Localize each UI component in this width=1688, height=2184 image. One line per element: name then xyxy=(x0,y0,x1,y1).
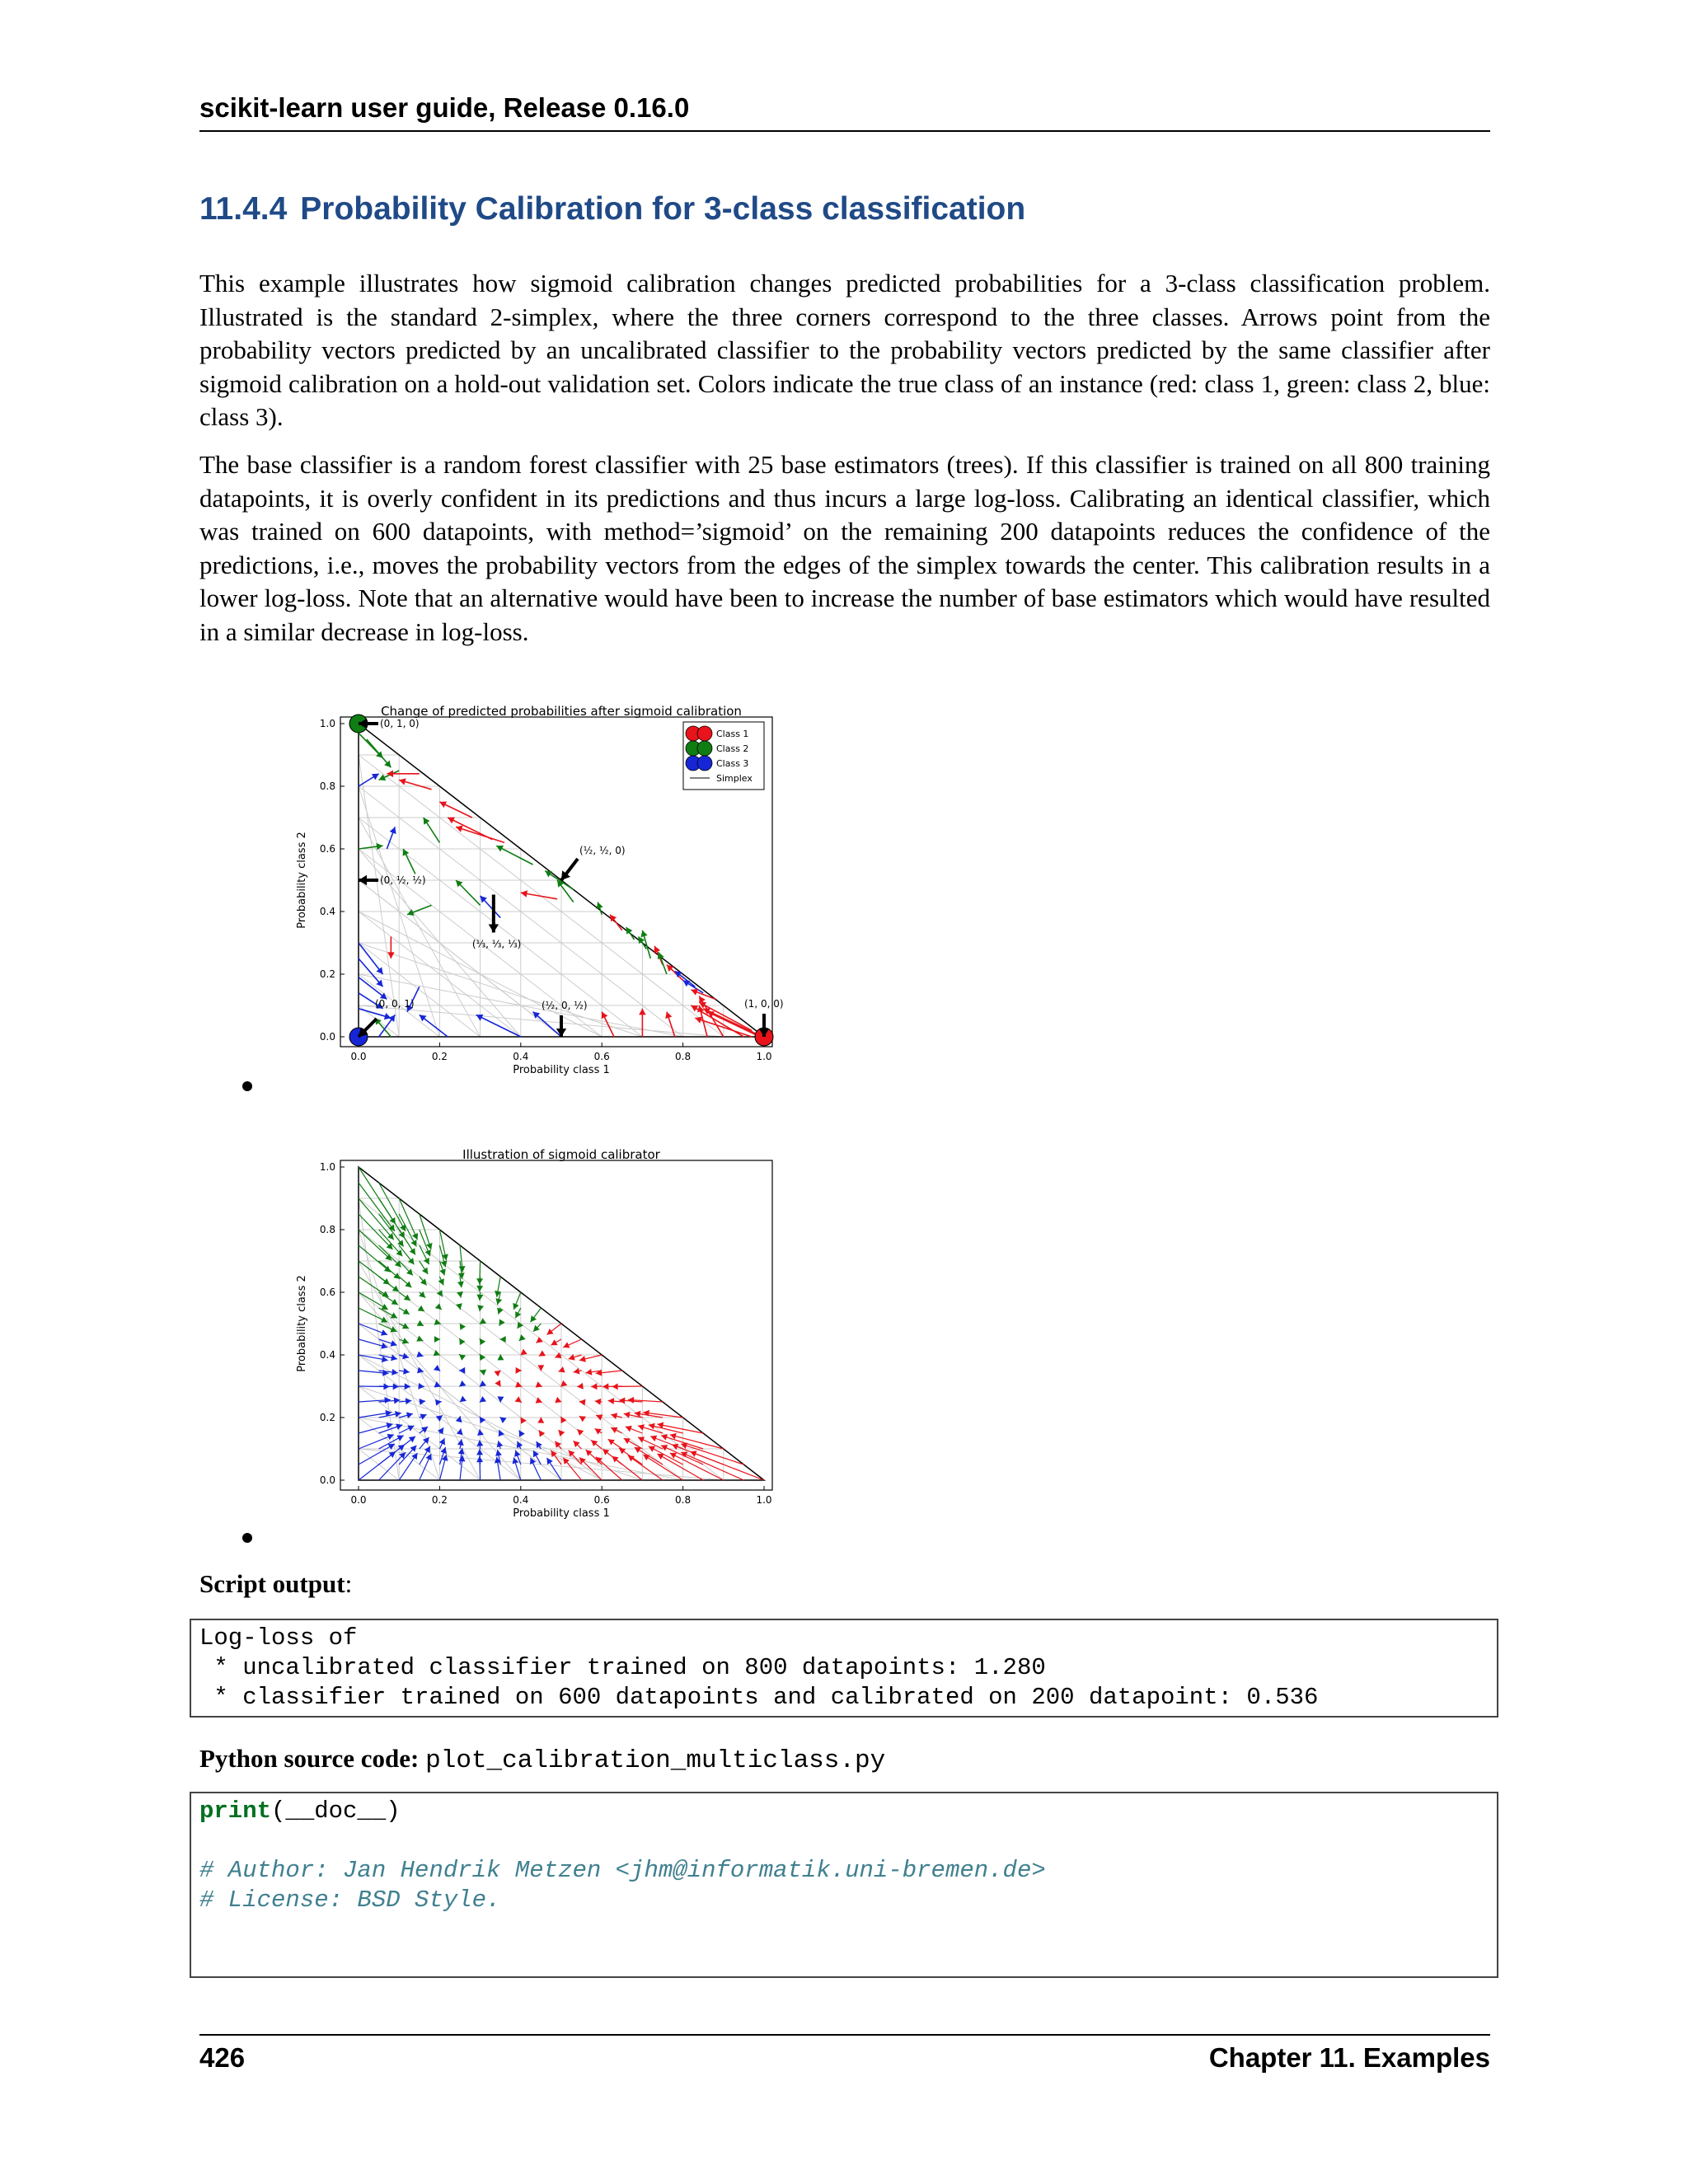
x-tick-label: 0.4 xyxy=(513,1494,529,1506)
corner-label: (0, 0, 1) xyxy=(375,998,415,1010)
x-tick-label: 0.2 xyxy=(431,1494,448,1506)
x-tick-label: 0.0 xyxy=(350,1494,367,1506)
field-arrow-head xyxy=(611,1413,617,1419)
field-arrow-head xyxy=(459,1338,465,1345)
legend-marker xyxy=(697,726,712,741)
field-arrow-head xyxy=(628,1397,634,1404)
field-arrow-head xyxy=(495,1450,502,1456)
field-arrow-head xyxy=(480,1338,485,1345)
annotation-label: (0, ½, ½) xyxy=(380,874,426,886)
quiver-arrow-head xyxy=(640,930,647,937)
y-tick-label: 0.4 xyxy=(319,906,335,917)
x-tick-label: 0.8 xyxy=(675,1051,692,1062)
annotation-arrow-head xyxy=(556,1029,566,1037)
field-arrow-head xyxy=(418,1305,424,1311)
script-output-box xyxy=(190,1619,1498,1718)
annotation-label: (½, 0, ½) xyxy=(542,1000,588,1011)
quiver-arrow-head xyxy=(376,967,382,974)
field-arrow-head xyxy=(643,1455,649,1460)
script-output-label: Script output: xyxy=(199,1569,353,1598)
field-arrow-head xyxy=(436,1415,443,1422)
legend-marker xyxy=(697,756,712,771)
author-comment: # Author: Jan Hendrik Metzen <jhm@informatik.uni-bremen.de> xyxy=(199,1857,1046,1884)
print-keyword: print xyxy=(199,1797,272,1825)
y-tick-label: 0.6 xyxy=(319,1286,335,1298)
output-line: Log-loss of xyxy=(199,1624,358,1652)
source-code-label xyxy=(199,1744,885,1775)
y-tick-label: 0.8 xyxy=(319,780,335,792)
field-arrow-head xyxy=(459,1266,466,1272)
field-arrow xyxy=(690,1451,764,1480)
corner-label: (1, 0, 0) xyxy=(744,998,784,1010)
figure-calibration-change xyxy=(280,682,808,1094)
section-heading xyxy=(199,191,1025,227)
grid-line xyxy=(359,755,399,1037)
field-arrow-head xyxy=(595,1428,602,1434)
quiver-arrow-head xyxy=(521,890,528,897)
field-arrow-head xyxy=(405,1383,410,1390)
field-arrow-head xyxy=(457,1282,464,1288)
header-rule xyxy=(199,130,1490,132)
field-arrow-head xyxy=(638,1424,645,1431)
field-arrow-head xyxy=(612,1383,617,1390)
field-arrow-head xyxy=(409,1436,415,1443)
field-arrow-head xyxy=(382,1370,389,1376)
y-tick-label: 0.2 xyxy=(319,968,335,980)
quiver-arrow-head xyxy=(388,1015,395,1022)
footer-rule xyxy=(199,2034,1490,2036)
code-line xyxy=(199,1797,1489,1826)
y-tick-label: 0.4 xyxy=(319,1349,335,1361)
field-arrow-head xyxy=(460,1324,466,1330)
field-arrow-head xyxy=(577,1383,584,1390)
field-arrow-head xyxy=(521,1418,527,1424)
output-line: * classifier trained on 600 datapoints and calibrated on 200 datapoint: 0.536 xyxy=(199,1684,1319,1711)
y-tick-label: 1.0 xyxy=(319,718,335,729)
field-arrow xyxy=(628,1455,663,1480)
legend-entry: Class 3 xyxy=(716,758,749,769)
script-output-label-text: Script output xyxy=(199,1569,345,1598)
field-arrow-head xyxy=(392,1286,399,1291)
chart-title: Illustration of sigmoid calibrator xyxy=(462,1147,660,1162)
x-tick-label: 0.6 xyxy=(593,1051,610,1062)
output-line: * uncalibrated classifier trained on 800 datapoints: 1.280 xyxy=(199,1654,1046,1681)
field-arrow-head xyxy=(495,1298,502,1305)
source-code-box xyxy=(190,1792,1498,1978)
field-arrow-head xyxy=(391,1355,397,1361)
field-arrow-head xyxy=(537,1365,544,1371)
field-arrow-head xyxy=(408,1258,415,1264)
y-tick-label: 0.8 xyxy=(319,1224,335,1235)
paragraph-details: The base classifier is a random forest classifier with 25 base estimators (trees). If this classifier is trained on all 800 training datapoints, it is overly confident in its predictions and thus incurs a large log-loss. Calibrating an identical classifier, which was trained on 600 datapoints, with method=’sigmoid’ on the remaining 200 datapoints reduces the confidence of the predictions, i.e., moves the probability vectors from the edges of the simplex towards the center. This calibration results in a lower log-loss. Note that an alternative would have been to increase the number of base estimators which would have resulted in a similar decrease in log-loss. xyxy=(199,450,1490,646)
annotation-label: (½, ½, 0) xyxy=(579,845,626,856)
field-arrow-head xyxy=(555,1397,561,1403)
field-arrow-head xyxy=(494,1371,500,1377)
paragraph-intro: This example illustrates how sigmoid calibration changes predicted probabilities for a 3-class classification problem. Illustrated is the standard 2-simplex, where the three corners correspond to the three classes. Arrows point from the probability vectors predicted by an uncalibrated classifier to the probability vectors predicted by the same classifier after sigmoid calibration on a hold-out validation set. Colors indicate the true class of an instance (red: class 1, green: class 2, blue: class 3). xyxy=(199,269,1490,431)
quiver-arrow-head xyxy=(399,778,406,785)
quiver-arrow-head xyxy=(420,1015,427,1021)
legend-entry: Class 2 xyxy=(716,743,749,754)
field-arrow-head xyxy=(519,1430,525,1436)
x-tick-label: 1.0 xyxy=(756,1494,772,1506)
legend-entry: Class 1 xyxy=(716,729,749,739)
source-filename[interactable]: plot_calibration_multiclass.py xyxy=(425,1746,886,1775)
field-arrow-head xyxy=(402,1353,409,1360)
field-arrow-head xyxy=(460,1396,467,1403)
field-arrow-head xyxy=(546,1458,552,1465)
field-arrow-head xyxy=(495,1380,500,1386)
field-arrow-head xyxy=(397,1240,404,1246)
field-arrow-head xyxy=(579,1399,586,1406)
field-arrow-head xyxy=(422,1268,428,1274)
field-arrow-head xyxy=(591,1383,597,1390)
field-arrow-head xyxy=(476,1295,483,1301)
field-arrow-head xyxy=(410,1248,415,1254)
field-arrow xyxy=(681,1452,743,1480)
grid-line xyxy=(359,880,561,1037)
field-arrow-head xyxy=(595,1399,602,1405)
x-tick-label: 1.0 xyxy=(756,1051,772,1062)
code-line-blank xyxy=(199,1826,1489,1856)
field-arrow-head xyxy=(416,1352,423,1357)
field-arrow-head xyxy=(577,1429,584,1436)
corner-label: (0, 1, 0) xyxy=(380,718,420,729)
field-arrow-head xyxy=(435,1303,442,1310)
field-arrow-head xyxy=(536,1381,542,1387)
field-arrow-head xyxy=(392,1299,398,1305)
field-arrow-head xyxy=(537,1417,544,1422)
field-arrow-head xyxy=(456,1416,462,1422)
field-arrow-head xyxy=(539,1350,546,1356)
x-tick-label: 0.6 xyxy=(593,1494,610,1506)
chart-title: Change of predicted probabilities after sigmoid calibration xyxy=(381,704,742,719)
page-number: 426 xyxy=(199,2042,246,2073)
field-arrow-head xyxy=(546,1329,553,1335)
field-arrow-head xyxy=(476,1278,483,1284)
annotation-label: (⅓, ⅓, ⅓) xyxy=(471,938,522,950)
field-arrow-head xyxy=(558,1366,565,1372)
print-args: (__doc__) xyxy=(271,1797,401,1825)
section-number: 11.4.4 xyxy=(199,191,288,227)
field-arrow-head xyxy=(499,1417,506,1423)
quiver-arrow-head xyxy=(545,871,552,878)
field-arrow-head xyxy=(499,1319,505,1325)
annotation-arrow-head xyxy=(489,924,499,932)
field-arrow-head xyxy=(417,1320,424,1326)
y-tick-label: 0.6 xyxy=(319,843,335,855)
field-arrow-head xyxy=(537,1441,542,1448)
x-tick-label: 0.2 xyxy=(431,1051,448,1062)
y-tick-label: 0.0 xyxy=(319,1031,335,1043)
license-comment: # License: BSD Style. xyxy=(199,1886,501,1914)
field-arrow-head xyxy=(579,1416,586,1422)
field-arrow-head xyxy=(513,1457,519,1464)
figure-bullet xyxy=(242,1081,252,1091)
y-tick-label: 1.0 xyxy=(319,1161,335,1173)
legend xyxy=(683,722,764,790)
field-arrow-head xyxy=(619,1448,626,1454)
field-arrow-head xyxy=(560,1380,567,1387)
field-arrow-head xyxy=(531,1315,537,1322)
field-arrow-head xyxy=(521,1349,528,1356)
y-axis-label: Probability class 2 xyxy=(296,1275,308,1372)
field-arrow-head xyxy=(477,1305,484,1311)
field-arrow-head xyxy=(403,1368,410,1375)
chapter-title: Chapter 11. Examples xyxy=(1208,2042,1490,2073)
section-title: Probability Calibration for 3-class classification xyxy=(300,191,1026,227)
field-arrow-head xyxy=(404,1295,410,1301)
running-header: scikit-learn user guide, Release 0.16.0 xyxy=(199,92,690,123)
field-arrow-head xyxy=(661,1434,668,1441)
source-code-label-text: Python source code: xyxy=(199,1744,420,1773)
field-arrow-head xyxy=(619,1398,625,1404)
x-tick-label: 0.4 xyxy=(513,1051,529,1062)
field-arrow-head xyxy=(497,1441,504,1447)
quiver-arrow-head xyxy=(387,952,395,958)
x-tick-label: 0.8 xyxy=(675,1494,692,1506)
field-arrow-head xyxy=(459,1380,466,1387)
field-arrow-head xyxy=(608,1439,615,1445)
field-arrow-head xyxy=(579,1356,586,1362)
figure-bullet xyxy=(242,1533,252,1543)
x-tick-label: 0.0 xyxy=(350,1051,367,1062)
y-tick-label: 0.0 xyxy=(319,1474,335,1486)
legend-entry: Simplex xyxy=(716,773,753,784)
field-arrow-head xyxy=(519,1334,526,1341)
field-arrow-head xyxy=(497,1396,504,1402)
figure-sigmoid-calibrator xyxy=(280,1134,808,1546)
field-arrow-head xyxy=(649,1423,655,1430)
y-tick-label: 0.2 xyxy=(319,1412,335,1423)
field-arrow xyxy=(359,1183,395,1231)
field-arrow-head xyxy=(459,1455,466,1462)
x-axis-label: Probability class 1 xyxy=(513,1064,610,1076)
field-arrow-head xyxy=(416,1336,423,1342)
x-axis-label: Probability class 1 xyxy=(513,1507,610,1520)
y-axis-label: Probability class 2 xyxy=(296,832,308,929)
quiver-arrow xyxy=(476,1015,521,1037)
legend-marker xyxy=(697,741,712,756)
quiver-arrow-head xyxy=(639,1009,646,1015)
field-arrow-head xyxy=(608,1398,615,1404)
